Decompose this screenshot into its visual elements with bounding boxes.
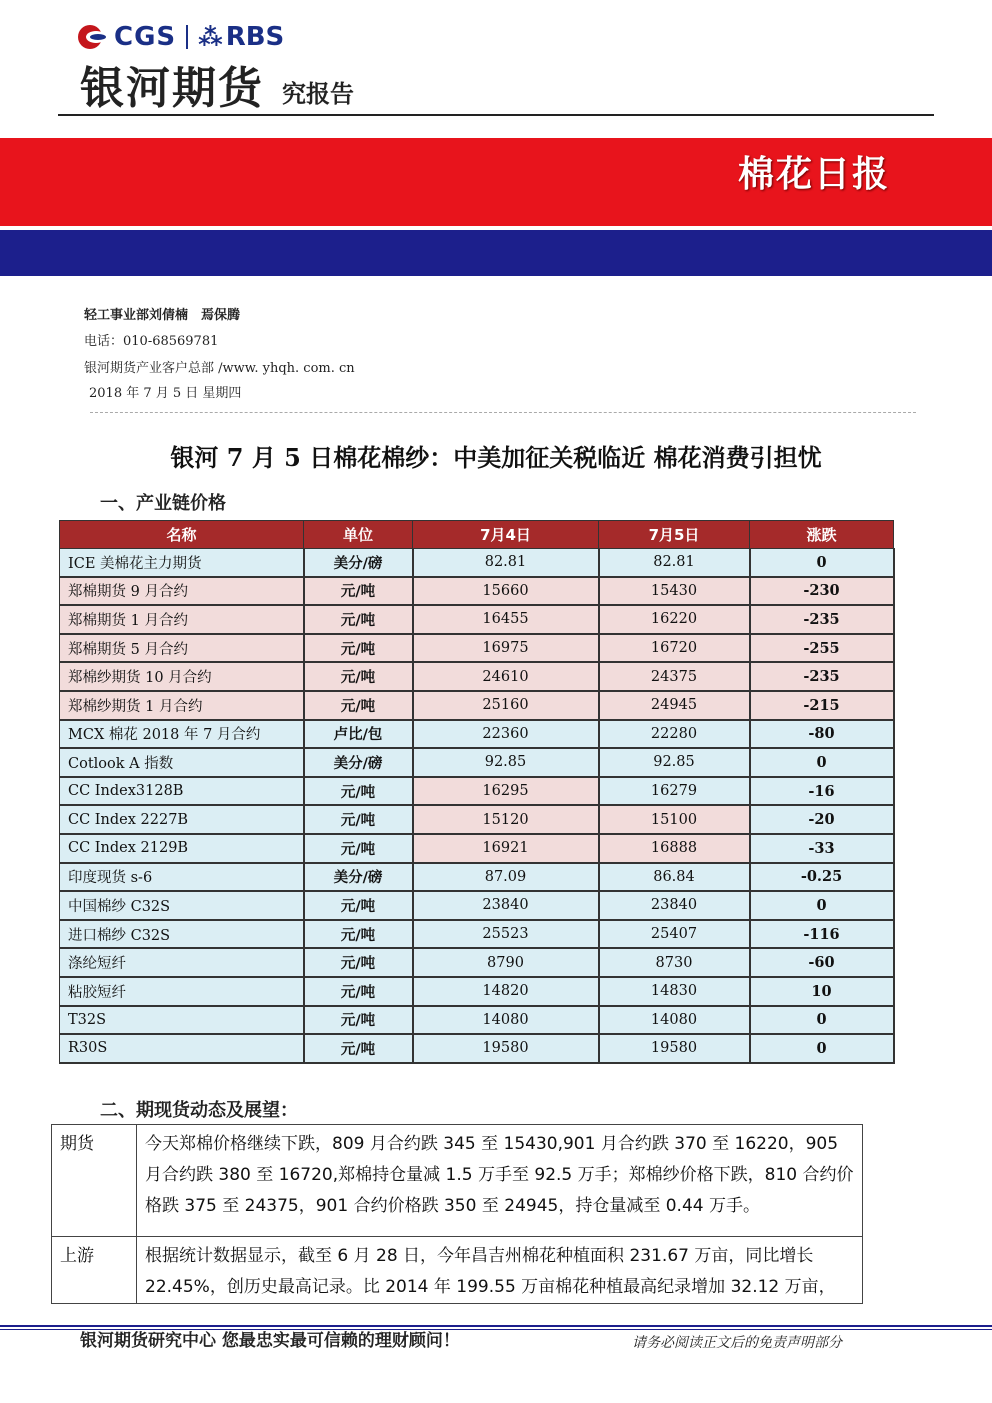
authors: 轻工事业部刘倩楠 焉保腾 <box>84 308 241 323</box>
row-change: -230 <box>750 577 894 606</box>
row-unit: 元/吨 <box>304 805 413 834</box>
table-row <box>60 1034 894 1063</box>
col-header-name: 名称 <box>60 521 304 549</box>
col-header-date2: 7月5日 <box>599 521 750 549</box>
row-name: 郑棉纱期货 10 月合约 <box>60 662 304 691</box>
header-divider <box>58 114 934 116</box>
row-name: 涤纶短纤 <box>60 948 304 977</box>
price-table <box>59 520 895 1064</box>
section-heading-dynamics: 二、期现货动态及展望： <box>100 1100 298 1121</box>
table-row <box>60 577 894 606</box>
row-value-date2: 14080 <box>599 1006 750 1035</box>
dynamics-label: 上游 <box>52 1237 137 1304</box>
dynamics-row-upstream <box>52 1237 863 1304</box>
price-table-header <box>60 521 894 549</box>
row-change: -16 <box>750 777 894 806</box>
row-value-date1: 14820 <box>413 977 599 1006</box>
row-change: -116 <box>750 920 894 949</box>
report-band-title: 棉花日报 <box>737 154 890 195</box>
row-value-date1: 92.85 <box>413 748 599 777</box>
table-row <box>60 777 894 806</box>
row-value-date2: 86.84 <box>599 863 750 892</box>
table-row <box>60 634 894 663</box>
meta-divider <box>90 412 916 413</box>
row-unit: 元/吨 <box>304 577 413 606</box>
row-value-date1: 87.09 <box>413 863 599 892</box>
row-value-date2: 8730 <box>599 948 750 977</box>
table-row <box>60 605 894 634</box>
row-change: -235 <box>750 605 894 634</box>
website[interactable]: 银河期货产业客户总部 /www. yhqh. com. cn <box>84 361 355 376</box>
row-name: 郑棉期货 1 月合约 <box>60 605 304 634</box>
footer-disclaimer-note: 请务必阅读正文后的免责声明部分 <box>632 1335 842 1351</box>
row-unit: 元/吨 <box>304 1034 413 1063</box>
row-unit: 元/吨 <box>304 662 413 691</box>
row-unit: 卢比/包 <box>304 720 413 749</box>
row-value-date1: 16455 <box>413 605 599 634</box>
row-value-date2: 19580 <box>599 1034 750 1063</box>
cgs-logo-icon <box>78 25 108 49</box>
table-row <box>60 1006 894 1035</box>
row-change: -215 <box>750 691 894 720</box>
row-change: -255 <box>750 634 894 663</box>
table-row <box>60 805 894 834</box>
dynamics-row-futures <box>52 1125 863 1237</box>
table-row <box>60 662 894 691</box>
table-row <box>60 920 894 949</box>
document-title: 银河 7 月 5 日棉花棉纱：中美加征关税临近 棉花消费引担忧 <box>170 443 822 472</box>
rbs-logo-icon: ⁂ <box>198 23 223 51</box>
row-value-date1: 25523 <box>413 920 599 949</box>
row-name: 郑棉纱期货 1 月合约 <box>60 691 304 720</box>
row-value-date2: 15100 <box>599 805 750 834</box>
row-value-date2: 14830 <box>599 977 750 1006</box>
row-change: -60 <box>750 948 894 977</box>
row-change: 0 <box>750 1006 894 1035</box>
row-name: R30S <box>60 1034 304 1063</box>
row-name: CC Index 2129B <box>60 834 304 863</box>
row-name: MCX 棉花 2018 年 7 月合约 <box>60 720 304 749</box>
dynamics-table <box>51 1124 863 1304</box>
col-header-date1: 7月4日 <box>413 521 599 549</box>
row-value-date2: 16279 <box>599 777 750 806</box>
logo-cgs-text: CGS <box>114 22 177 52</box>
row-value-date1: 15120 <box>413 805 599 834</box>
row-change: 10 <box>750 977 894 1006</box>
row-unit: 元/吨 <box>304 1006 413 1035</box>
dynamics-text: 今天郑棉价格继续下跌，809 月合约跌 345 至 15430,901 月合约跌 370 至 16220，905 月合约跌 380 至 16720,郑棉持仓量减 1.5 万手至 92.5 万手；郑棉纱价格下跌，810 合约价格跌 375 至 24375，901 合约价格跌 350 至 24945，持仓量减至 0.44 万手。 <box>137 1125 863 1237</box>
row-name: 郑棉期货 9 月合约 <box>60 577 304 606</box>
row-value-date1: 19580 <box>413 1034 599 1063</box>
phone: 电话：010-68569781 <box>84 334 219 349</box>
row-unit: 元/吨 <box>304 891 413 920</box>
row-unit: 元/吨 <box>304 605 413 634</box>
row-name: 中国棉纱 C32S <box>60 891 304 920</box>
row-unit: 元/吨 <box>304 777 413 806</box>
table-row <box>60 891 894 920</box>
row-change: -33 <box>750 834 894 863</box>
logo-rbs-text: RBS <box>225 22 285 52</box>
report-type: 究报告 <box>282 80 354 108</box>
table-row <box>60 863 894 892</box>
row-change: 0 <box>750 1034 894 1063</box>
table-row <box>60 549 894 577</box>
row-change: -0.25 <box>750 863 894 892</box>
row-value-date1: 15660 <box>413 577 599 606</box>
row-value-date2: 16220 <box>599 605 750 634</box>
title-band-blue <box>0 230 992 276</box>
company-logo <box>78 20 284 54</box>
row-value-date2: 23840 <box>599 891 750 920</box>
row-value-date2: 24945 <box>599 691 750 720</box>
row-change: -20 <box>750 805 894 834</box>
row-value-date1: 25160 <box>413 691 599 720</box>
row-unit: 美分/磅 <box>304 748 413 777</box>
row-unit: 元/吨 <box>304 920 413 949</box>
row-change: -235 <box>750 662 894 691</box>
section-heading-prices: 一、产业链价格 <box>100 493 226 514</box>
table-row <box>60 720 894 749</box>
row-name: 粘胶短纤 <box>60 977 304 1006</box>
row-value-date1: 23840 <box>413 891 599 920</box>
row-value-date2: 16720 <box>599 634 750 663</box>
row-unit: 元/吨 <box>304 691 413 720</box>
table-row <box>60 977 894 1006</box>
row-value-date1: 14080 <box>413 1006 599 1035</box>
col-header-change: 涨跌 <box>750 521 894 549</box>
table-row <box>60 748 894 777</box>
row-name: CC Index 2227B <box>60 805 304 834</box>
row-value-date1: 82.81 <box>413 549 599 577</box>
row-value-date2: 15430 <box>599 577 750 606</box>
row-unit: 元/吨 <box>304 834 413 863</box>
logo-divider <box>186 25 188 49</box>
row-name: 进口棉纱 C32S <box>60 920 304 949</box>
row-value-date2: 24375 <box>599 662 750 691</box>
row-unit: 元/吨 <box>304 948 413 977</box>
report-date: 2018 年 7 月 5 日 星期四 <box>89 386 242 401</box>
table-row <box>60 691 894 720</box>
row-value-date2: 82.81 <box>599 549 750 577</box>
table-row <box>60 834 894 863</box>
row-value-date1: 22360 <box>413 720 599 749</box>
row-value-date1: 16921 <box>413 834 599 863</box>
row-value-date1: 24610 <box>413 662 599 691</box>
table-row <box>60 948 894 977</box>
row-value-date1: 16295 <box>413 777 599 806</box>
row-name: 郑棉期货 5 月合约 <box>60 634 304 663</box>
row-name: ICE 美棉花主力期货 <box>60 549 304 577</box>
footer-slogan: 银河期货研究中心 您最忠实最可信赖的理财顾问！ <box>80 1331 460 1351</box>
row-change: 0 <box>750 549 894 577</box>
row-value-date1: 16975 <box>413 634 599 663</box>
row-unit: 美分/磅 <box>304 549 413 577</box>
dynamics-label: 期货 <box>52 1125 137 1237</box>
row-unit: 美分/磅 <box>304 863 413 892</box>
row-unit: 元/吨 <box>304 977 413 1006</box>
brand-name: 银河期货 <box>80 63 264 114</box>
row-change: 0 <box>750 891 894 920</box>
row-value-date2: 16888 <box>599 834 750 863</box>
row-name: CC Index3128B <box>60 777 304 806</box>
row-value-date2: 25407 <box>599 920 750 949</box>
row-name: 印度现货 s-6 <box>60 863 304 892</box>
row-value-date1: 8790 <box>413 948 599 977</box>
row-change: 0 <box>750 748 894 777</box>
row-unit: 元/吨 <box>304 634 413 663</box>
row-value-date2: 22280 <box>599 720 750 749</box>
row-name: Cotlook A 指数 <box>60 748 304 777</box>
row-change: -80 <box>750 720 894 749</box>
dynamics-text: 根据统计数据显示，截至 6 月 28 日，今年昌吉州棉花种植面积 231.67 万亩，同比增长 22.45%，创历史最高记录。比 2014 年 199.55 万亩棉花种植最高纪录增加 32.12 万亩， <box>137 1237 863 1304</box>
col-header-unit: 单位 <box>304 521 413 549</box>
row-name: T32S <box>60 1006 304 1035</box>
row-value-date2: 92.85 <box>599 748 750 777</box>
